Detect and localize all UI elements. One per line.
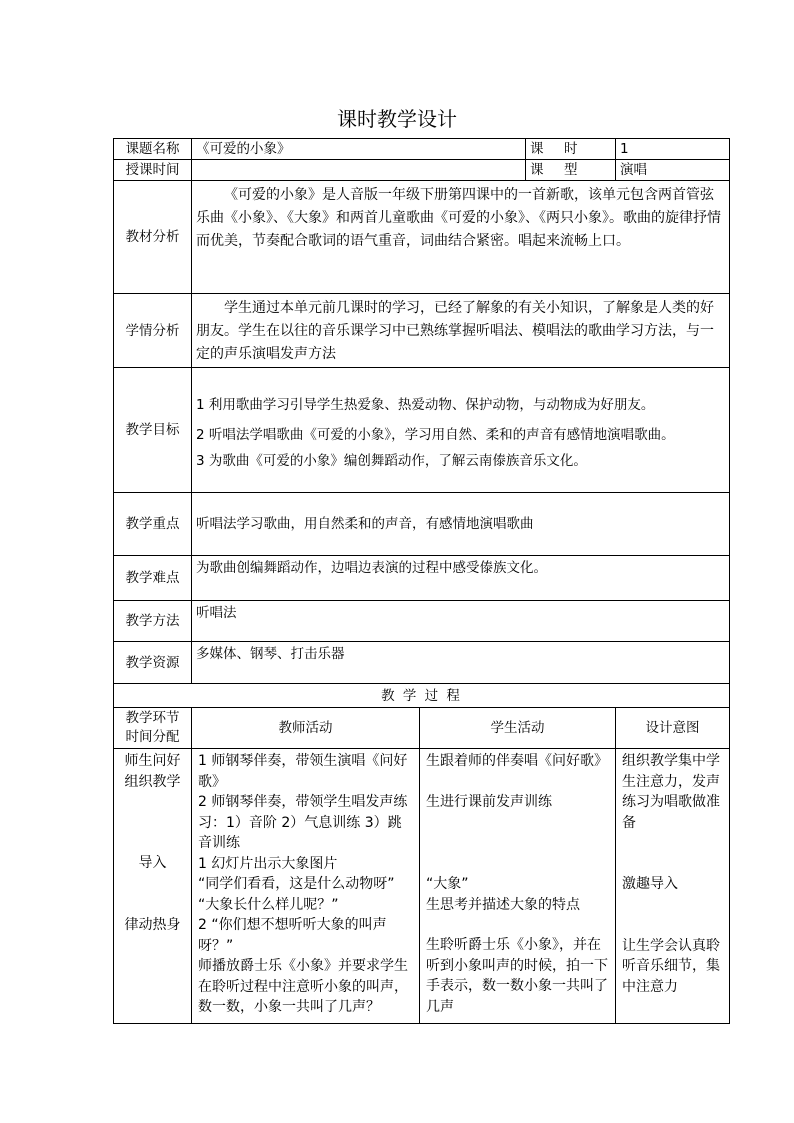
intent-line: 激趣导入	[622, 876, 678, 892]
focus-text: 听唱法学习歌曲，用自然柔和的声音，有感情地演唱歌曲	[192, 493, 730, 556]
difficulty-label: 教学难点	[114, 556, 192, 601]
goal-item: 3 为歌曲《可爱的小象》编创舞蹈动作，了解云南傣族音乐文化。	[196, 453, 587, 469]
page-title: 课时教学设计	[337, 107, 457, 131]
student-line: 生跟着师的伴奏唱《问好歌》	[426, 753, 608, 769]
material-label: 教材分析	[114, 181, 192, 294]
topic-row	[114, 139, 730, 160]
goals-row	[114, 368, 730, 493]
method-text: 听唱法	[192, 601, 730, 642]
col-student-header: 学生活动	[420, 708, 616, 749]
method-label: 教学方法	[114, 601, 192, 642]
intent-cell	[616, 749, 730, 1024]
time-row	[114, 160, 730, 181]
resources-text: 多媒体、钢琴、打击乐器	[192, 642, 730, 684]
student-cell	[420, 749, 616, 1024]
goals-label: 教学目标	[114, 368, 192, 493]
focus-label: 教学重点	[114, 493, 192, 556]
col-stage-line: 教学环节	[125, 710, 180, 726]
lesson-plan-table	[113, 138, 730, 1024]
time-value	[192, 160, 526, 181]
process-heading: 教 学 过 程	[114, 684, 730, 708]
method-row	[114, 601, 730, 642]
process-heading-row	[114, 684, 730, 708]
topic-value: 《可爱的小象》	[192, 139, 526, 160]
student-line: 生进行课前发声训练	[426, 793, 552, 810]
student-line: 生聆听爵士乐《小象》，并在听到小象叫声的时候，拍一下手表示，数一数小象一共叫了几声	[426, 937, 608, 1015]
material-text: 《可爱的小象》是人音版一年级下册第四课中的一首新歌，该单元包含两首管弦乐曲《小象》、《大象》和两首儿童歌曲《可爱的小象》、《两只小象》。歌曲的旋律抒情而优美，节奏配合歌词的语气重音，词曲结合紧密。唱起来流畅上口。	[196, 187, 721, 249]
col-stage-line: 时间分配	[125, 729, 180, 745]
col-teacher-header: 教师活动	[192, 708, 420, 749]
teacher-cell	[192, 749, 420, 1024]
period-value: 1	[616, 139, 730, 160]
difficulty-text: 为歌曲创编舞蹈动作，边唱边表演的过程中感受傣族文化。	[192, 556, 730, 601]
difficulty-row	[114, 556, 730, 601]
intent-line: 组织教学集中学生注意力，发声练习为唱歌做准备	[622, 753, 720, 831]
teacher-line: 2 “你们想不想听听大象的叫声呀？”	[198, 917, 387, 954]
time-label: 授课时间	[114, 160, 192, 181]
teacher-line: 师播放爵士乐《小象》并要求学生在聆听过程中注意听小象的叫声，数一数，小象一共叫了几声？	[198, 958, 408, 1015]
teacher-line: “大象长什么样儿呢？”	[198, 896, 339, 913]
student-line: “大象”	[426, 876, 469, 892]
period-label: 课 时	[526, 139, 616, 160]
topic-label: 课题名称	[114, 139, 192, 160]
students-label: 学情分析	[114, 294, 192, 368]
type-label: 课 型	[526, 160, 616, 181]
student-line: 生思考并描述大象的特点	[426, 896, 580, 913]
process-row	[114, 749, 730, 1024]
stage-line: 导入	[138, 855, 167, 871]
students-text: 学生通过本单元前几课时的学习，已经了解象的有关小知识，了解象是人类的好朋友。学生在以往的音乐课学习中已熟练掌握听唱法、模唱法的歌曲学习方法，与一定的声乐演唱发声方法	[196, 300, 714, 362]
material-row	[114, 181, 730, 294]
resources-row	[114, 642, 730, 684]
teacher-line: 1 幻灯片出示大象图片	[198, 855, 338, 872]
students-row	[114, 294, 730, 368]
stage-line: 师生问好	[124, 753, 181, 769]
process-header-row	[114, 708, 730, 749]
teacher-line: 2 师钢琴伴奏，带领学生唱发声练习：1）音阶 2）气息训练 3）跳音训练	[198, 794, 408, 851]
resources-label: 教学资源	[114, 642, 192, 684]
teacher-line: 1 师钢琴伴奏，带领生演唱《问好歌》	[198, 753, 408, 790]
stage-cell	[114, 749, 192, 1024]
col-stage-header	[114, 708, 192, 749]
goal-item: 1 利用歌曲学习引导学生热爱象、热爱动物、保护动物，与动物成为好朋友。	[196, 397, 655, 413]
intent-line: 让生学会认真聆听音乐细节，集中注意力	[622, 937, 720, 995]
type-value: 演唱	[616, 160, 730, 181]
goal-item: 2 听唱法学唱歌曲《可爱的小象》，学习用自然、柔和的声音有感情地演唱歌曲。	[196, 427, 675, 443]
teacher-line: “同学们看看，这是什么动物呀”	[198, 876, 395, 892]
col-intent-header: 设计意图	[616, 708, 730, 749]
focus-row	[114, 493, 730, 556]
stage-line: 律动热身	[124, 916, 181, 933]
stage-line: 组织教学	[124, 773, 181, 790]
